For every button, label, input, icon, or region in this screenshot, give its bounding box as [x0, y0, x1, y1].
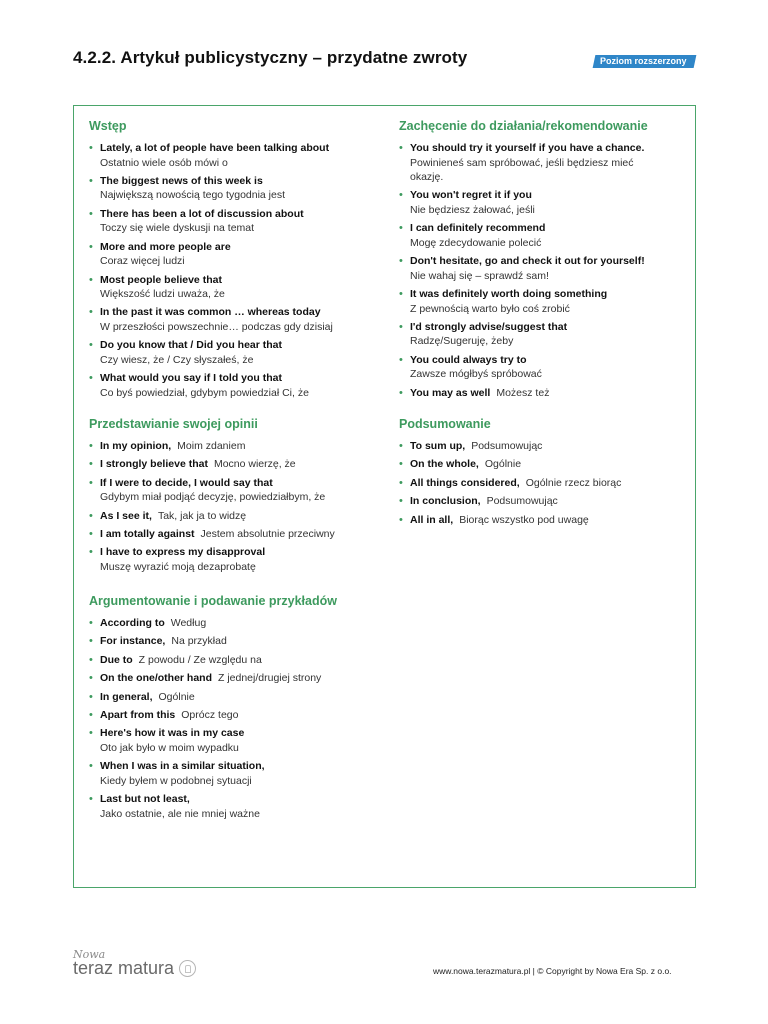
phrase-pl: Nie będziesz żałować, jeśli — [410, 203, 535, 216]
section-title: Zachęcenie do działania/rekomendowanie — [399, 119, 648, 133]
phrase-en: When I was in a similar situation, — [100, 760, 265, 773]
phrase-pl: Na przykład — [171, 635, 227, 648]
phrase-pl: Mogę zdecydowanie polecić — [410, 236, 542, 249]
list-item — [89, 726, 389, 755]
phrase-pl: Czy wiesz, że / Czy słyszałeś, że — [100, 353, 254, 366]
phrase-en: On the one/other hand — [100, 672, 212, 685]
phrase-en: Most people believe that — [100, 273, 222, 286]
phrase-pl: Ogólnie rzecz biorąc — [525, 476, 622, 489]
phrase-en: I am totally against — [100, 528, 195, 541]
phrase-pl: Możesz też — [496, 386, 550, 399]
phrase-en: Do you know that / Did you hear that — [100, 339, 283, 352]
list-item — [399, 221, 689, 250]
level-badge-label: Poziom rozszerzony — [600, 56, 687, 66]
phrase-en: Lately, a lot of people have been talking about — [100, 142, 330, 154]
list-item — [89, 141, 389, 170]
phrase-en: According to — [100, 617, 165, 629]
phrase-pl: Zawsze mógłbyś spróbować — [410, 368, 542, 381]
list-item — [89, 174, 389, 203]
brand-logo — [73, 948, 196, 979]
phrase-en: Here's how it was in my case — [100, 727, 245, 740]
phrase-en: The biggest news of this week is — [100, 174, 263, 187]
phrase-en: As I see it, — [100, 509, 152, 522]
phrase-pl: Radzę/Sugeruję, żeby — [410, 335, 514, 348]
section-recommend — [399, 119, 689, 404]
phrase-en: It was definitely worth doing something — [410, 288, 608, 301]
phrase-pl: Ostatnio wiele osób mówi o — [100, 156, 228, 169]
phrase-list — [399, 141, 689, 400]
list-item — [399, 457, 689, 472]
phrase-en: You may as well — [410, 386, 491, 399]
phrase-en: For instance, — [100, 635, 166, 648]
list-item — [399, 320, 689, 349]
list-item — [89, 527, 389, 542]
phrase-en: More and more people are — [100, 240, 231, 253]
list-item — [399, 476, 689, 491]
list-item — [89, 690, 389, 705]
section-arguments — [89, 594, 389, 825]
phrase-pl: Oto jak było w moim wypadku — [100, 741, 239, 754]
list-item — [399, 141, 689, 185]
phrase-pl: Podsumowując — [486, 495, 558, 508]
phrase-list — [89, 616, 389, 821]
phrase-pl: Mocno wierzę, że — [213, 458, 296, 471]
list-item — [89, 338, 389, 367]
section-title: Podsumowanie — [399, 417, 491, 431]
phrase-list — [89, 439, 389, 574]
phrases-frame — [73, 105, 696, 888]
copyright-notice: www.nowa.terazmatura.pl | © Copyright by Nowa Era Sp. z o.o. — [433, 966, 672, 976]
section-title: Wstęp — [89, 119, 127, 133]
lightbulb-icon — [179, 960, 196, 977]
section-title: Argumentowanie i podawanie przykładów — [89, 594, 337, 608]
list-item — [89, 634, 389, 649]
list-item — [89, 653, 389, 668]
phrase-pl: Z pewnością warto było coś zrobić — [410, 302, 570, 315]
list-item — [89, 273, 389, 302]
list-item — [399, 494, 689, 509]
phrase-en: In conclusion, — [410, 495, 481, 508]
list-item — [89, 759, 389, 788]
list-item — [89, 207, 389, 236]
phrase-en: All in all, — [410, 513, 454, 526]
phrase-pl: Z jednej/drugiej strony — [218, 672, 322, 685]
phrase-pl: Moim zdaniem — [177, 440, 246, 452]
list-item — [399, 188, 689, 217]
phrase-pl: Podsumowując — [471, 440, 543, 452]
phrase-pl: Toczy się wiele dyskusji na temat — [100, 222, 255, 235]
phrase-pl: Największą nowością tego tygodnia jest — [100, 189, 286, 202]
phrase-en: I strongly believe that — [100, 458, 208, 471]
phrase-en: In the past it was common … whereas today — [100, 306, 321, 319]
list-item — [89, 476, 389, 505]
phrase-en: You could always try to — [410, 353, 527, 366]
phrase-list — [89, 141, 389, 400]
phrase-en: I can definitely recommend — [410, 222, 546, 235]
phrase-pl: Większość ludzi uważa, że — [100, 288, 225, 301]
list-item — [89, 671, 389, 686]
list-item — [89, 616, 389, 631]
section-title: Przedstawianie swojej opinii — [89, 417, 258, 431]
phrase-en: Last but not least, — [100, 793, 190, 806]
section-intro — [89, 119, 389, 404]
phrase-pl: Nie wahaj się – sprawdź sam! — [410, 269, 549, 282]
phrase-en: I'd strongly advise/suggest that — [410, 320, 568, 333]
level-badge — [593, 55, 697, 68]
phrase-pl: Coraz więcej ludzi — [100, 255, 185, 268]
phrase-pl: Oprócz tego — [181, 708, 239, 721]
phrase-pl: Gdybym miał podjąć decyzję, powiedziałbym, że — [100, 491, 326, 504]
phrase-en: In my opinion, — [100, 440, 172, 452]
logo-main — [73, 958, 196, 979]
list-item — [89, 439, 389, 454]
phrase-en: I have to express my disapproval — [100, 546, 266, 559]
phrase-en: To sum up, — [410, 440, 466, 452]
section-opinion — [89, 417, 389, 578]
phrase-en: Apart from this — [100, 708, 176, 721]
list-item — [89, 240, 389, 269]
phrase-list — [399, 439, 689, 527]
phrase-pl: Kiedy byłem w podobnej sytuacji — [100, 774, 252, 787]
phrase-pl: Jako ostatnie, ale nie mniej ważne — [100, 807, 260, 820]
phrase-pl: Ogólnie — [484, 458, 522, 471]
list-item — [399, 287, 689, 316]
phrase-pl: Z powodu / Ze względu na — [138, 653, 262, 666]
phrase-pl: Muszę wyrazić moją dezaprobatę — [100, 560, 256, 573]
phrase-en: All things considered, — [410, 476, 520, 489]
list-item — [89, 708, 389, 723]
phrase-pl: Co byś powiedział, gdybym powiedział Ci, że — [100, 386, 309, 399]
phrase-pl: Biorąc wszystko pod uwagę — [459, 513, 589, 526]
list-item — [89, 457, 389, 472]
phrase-pl: W przeszłości powszechnie… podczas gdy dzisiaj — [100, 320, 333, 333]
phrase-en: You should try it yourself if you have a chance. — [410, 142, 645, 154]
phrase-pl: Ogólnie — [158, 690, 195, 703]
section-summary — [399, 417, 689, 531]
list-item — [399, 513, 689, 528]
phrase-pl: Powinieneś sam spróbować, jeśli będziesz mieć okazję. — [410, 156, 634, 183]
logo-main-text: teraz matura — [73, 958, 175, 978]
phrase-pl: Według — [170, 617, 207, 629]
logo-small-text: Nowa — [73, 948, 106, 961]
phrase-pl: Jestem absolutnie przeciwny — [200, 528, 335, 541]
phrase-en: Due to — [100, 653, 133, 666]
list-item — [89, 792, 389, 821]
page-title: 4.2.2. Artykuł publicystyczny – przydatne zwroty — [73, 48, 468, 67]
phrase-en: On the whole, — [410, 458, 479, 471]
phrase-en: There has been a lot of discussion about — [100, 207, 304, 220]
phrase-en: In general, — [100, 690, 153, 703]
phrase-en: If I were to decide, I would say that — [100, 476, 273, 489]
list-item — [89, 371, 389, 400]
phrase-en: What would you say if I told you that — [100, 372, 282, 385]
phrase-en: You won't regret it if you — [410, 189, 532, 202]
list-item — [399, 353, 689, 382]
list-item — [399, 439, 689, 454]
phrase-pl: Tak, jak ja to widzę — [157, 509, 247, 522]
list-item — [399, 254, 689, 283]
phrase-en: Don't hesitate, go and check it out for yourself! — [410, 255, 645, 268]
list-item — [89, 305, 389, 334]
list-item — [89, 545, 389, 574]
list-item — [89, 509, 389, 524]
list-item — [399, 386, 689, 401]
